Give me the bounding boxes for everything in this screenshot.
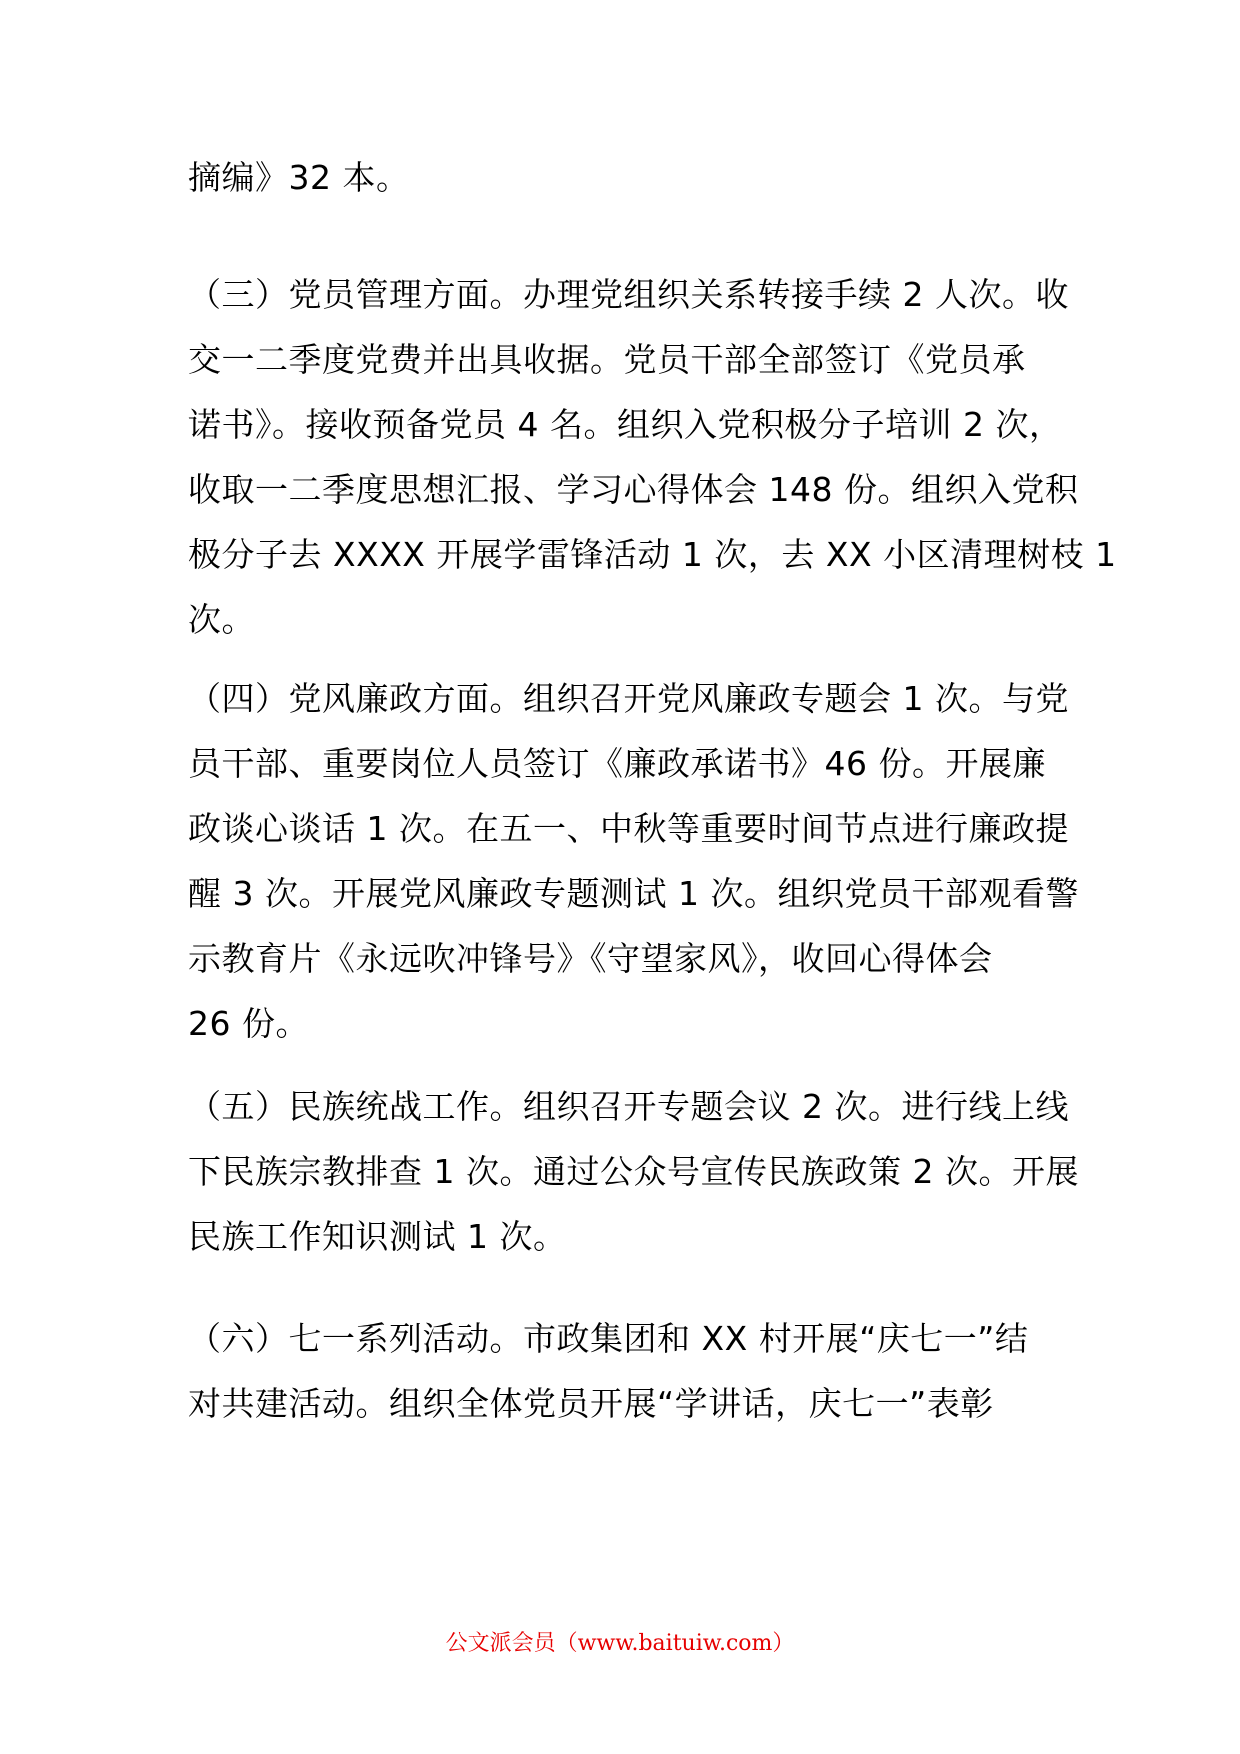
paragraph-line: 交一二季度党费并出具收据。党员干部全部签订《党员承 [188,340,1026,379]
paragraph-continuation [188,145,1068,210]
paragraph-line: （六）七一系列活动。市政集团和 XX 村开展“庆七一”结 [188,1319,1029,1358]
paragraph-line: 诺书》。接收预备党员 4 名。组织入党积极分子培训 2 次， [188,405,1063,444]
paragraph-line: （五）民族统战工作。组织召开专题会议 2 次。进行线上线 [188,1087,1069,1126]
paragraph-party-member-management [188,262,1117,652]
paragraph-line: 极分子去 XXXX 开展学雷锋活动 1 次，去 XX 小区清理树枝 1 [188,535,1117,574]
paragraph-line: 民族工作知识测试 1 次。 [188,1217,567,1256]
footer-watermark-link[interactable]: 公文派会员（www.baituiw.com） [445,1631,795,1656]
paragraph-line: 26 份。 [188,1004,309,1043]
paragraph-united-front-work [188,1074,1079,1269]
paragraph-line: （四）党风廉政方面。组织召开党风廉政专题会 1 次。与党 [188,679,1069,718]
paragraph-july-first-activities [188,1306,1068,1436]
paragraph-integrity-building [188,666,1079,1056]
paragraph-line: 员干部、重要岗位人员签订《廉政承诺书》46 份。开展廉 [188,744,1046,783]
paragraph-line: 摘编》32 本。 [188,158,410,197]
paragraph-line: 醒 3 次。开展党风廉政专题测试 1 次。组织党员干部观看警 [188,874,1079,913]
paragraph-line: 政谈心谈话 1 次。在五一、中秋等重要时间节点进行廉政提 [188,809,1069,848]
paragraph-line: 示教育片《永远吹冲锋号》《守望家风》，收回心得体会 [188,939,993,978]
paragraph-line: 下民族宗教排查 1 次。通过公众号宣传民族政策 2 次。开展 [188,1152,1079,1191]
paragraph-line: 次。 [188,600,255,639]
paragraph-line: 对共建活动。组织全体党员开展“学讲话，庆七一”表彰 [188,1384,994,1423]
paragraph-line: 收取一二季度思想汇报、学习心得体会 148 份。组织入党积 [188,470,1079,509]
paragraph-line: （三）党员管理方面。办理党组织关系转接手续 2 人次。收 [188,275,1069,314]
